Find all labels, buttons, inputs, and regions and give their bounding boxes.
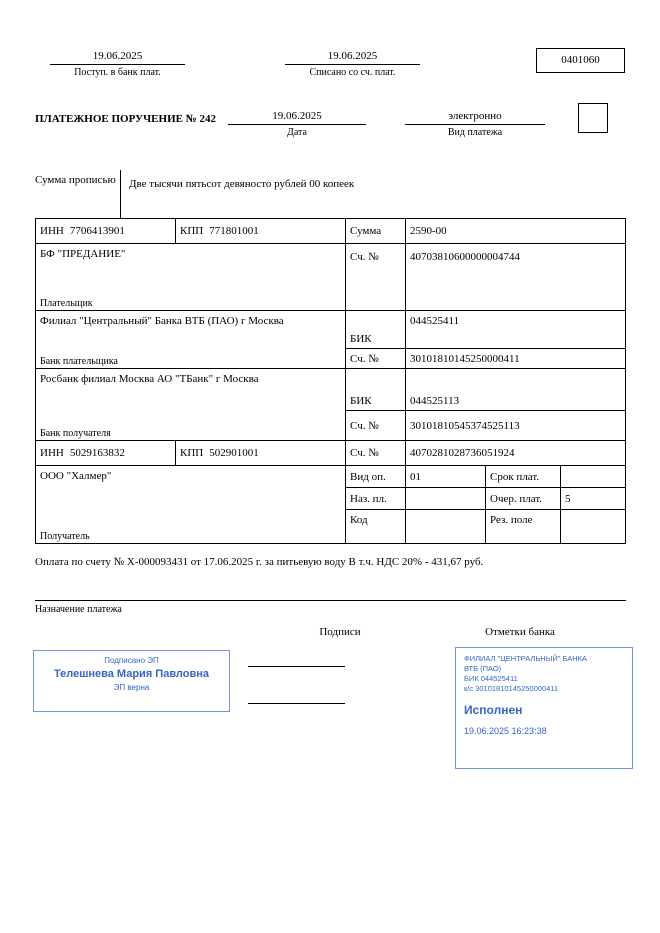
payer-account-value: 40703810600000004744 [406, 244, 626, 311]
payer-kpp-value: 771801001 [209, 225, 259, 237]
payer-bank-name: Филиал "Центральный" Банка ВТБ (ПАО) г Москва [40, 315, 284, 327]
payment-purpose-caption: Назначение платежа [35, 604, 122, 615]
payer-name: БФ "ПРЕДАНИЕ" [40, 248, 126, 260]
naz-pl-value [406, 488, 486, 510]
bank-stamp-line1: ФИЛИАЛ "ЦЕНТРАЛЬНЫЙ" БАНКА [464, 654, 588, 663]
received-label: Поступ. в банк плат. [74, 67, 161, 78]
received-date: 19.06.2025 [50, 50, 185, 65]
purpose-underline [35, 600, 626, 601]
payee-kpp-cell [176, 441, 346, 466]
payee-caption: Получатель [40, 531, 90, 542]
vid-op-label: Вид оп. [346, 466, 406, 488]
payer-inn-value: 7706413901 [69, 225, 125, 237]
payee-kpp-label: КПП [180, 447, 204, 459]
payer-inn-cell [36, 219, 176, 244]
debited-field [285, 50, 420, 78]
debited-date: 19.06.2025 [285, 50, 420, 65]
rez-pole-value [561, 510, 626, 544]
bank-stamp-line2: ВТБ (ПАО) [464, 664, 502, 673]
doc-date-value: 19.06.2025 [228, 110, 366, 125]
payer-kpp-cell [176, 219, 346, 244]
payee-cell [36, 466, 346, 544]
payee-inn-label: ИНН [40, 447, 64, 459]
payee-bank-name: Росбанк филиал Москва АО "ТБанк" г Москва [40, 373, 259, 385]
payment-kind-label: Вид платежа [447, 127, 503, 138]
payer-bank-bik-value: 044525411 [406, 311, 626, 349]
form-code-box: 0401060 [536, 48, 625, 73]
signature-line-2 [248, 703, 345, 704]
received-in-bank-field [50, 50, 185, 78]
amount-in-words-label: Сумма прописью [35, 170, 121, 218]
eds-stamp [33, 650, 230, 712]
payee-bank-bik-value: 044525113 [406, 369, 626, 411]
sum-value-cell: 2590-00 [406, 219, 626, 244]
bank-stamp-line4: к/с 30101810145250000411 [464, 684, 559, 693]
payer-bank-account-label: Сч. № [346, 349, 406, 369]
debited-label: Списано со сч. плат. [309, 67, 396, 78]
bank-stamp-datetime: 19.06.2025 16:23:38 [464, 726, 547, 736]
payer-bank-bik-label: БИК [346, 311, 406, 349]
doc-date-label: Дата [287, 127, 307, 138]
vid-op-value: 01 [406, 466, 486, 488]
sum-label-cell: Сумма [346, 219, 406, 244]
payee-bank-cell [36, 369, 346, 441]
amount-in-words-block [35, 170, 626, 218]
eds-stamp-bottom: ЭП верна [113, 683, 150, 692]
payer-bank-caption: Банк плательщика [40, 356, 118, 367]
payment-purpose-text: Оплата по счету № Х-000093431 от 17.06.2025 г. за питьевую воду В т.ч. НДС 20% - 431,67 руб. [35, 556, 484, 568]
payee-kpp-value: 502901001 [209, 447, 259, 459]
payer-cell [36, 244, 346, 311]
payer-caption: Плательщик [40, 298, 93, 309]
payment-requisites-table [35, 218, 626, 544]
payer-bank-account-value: 30101810145250000411 [406, 349, 626, 369]
payee-account-label: Сч. № [346, 441, 406, 466]
payee-inn-cell [36, 441, 176, 466]
payee-account-value: 4070281028736051924 [406, 441, 626, 466]
payee-bank-account-label: Сч. № [346, 411, 406, 441]
payer-kpp-label: КПП [180, 225, 204, 237]
srok-plat-value [561, 466, 626, 488]
kod-label: Код [346, 510, 406, 544]
srok-plat-label: Срок плат. [486, 466, 561, 488]
payee-bank-caption: Банк получателя [40, 428, 111, 439]
ocher-plat-value: 5 [561, 488, 626, 510]
eds-stamp-top: Подписано ЭП [104, 656, 159, 665]
payment-kind-value: электронно [405, 110, 545, 125]
payer-bank-cell [36, 311, 346, 369]
bank-stamp-line3: БИК 044525411 [464, 674, 518, 683]
bank-stamp [455, 647, 633, 769]
bank-stamp-status: Исполнен [464, 703, 523, 717]
eds-stamp-name: Телешнева Мария Павловна [53, 668, 210, 680]
payee-inn-value: 5029163832 [69, 447, 125, 459]
amount-in-words-text: Две тысячи пятьсот девяносто рублей 00 копеек [129, 178, 355, 190]
payment-kind-field [405, 110, 545, 138]
payee-bank-bik-label: БИК [346, 369, 406, 411]
payee-bank-account-value: 30101810545374525113 [406, 411, 626, 441]
payer-account-label: Сч. № [346, 244, 406, 311]
document-title: ПЛАТЕЖНОЕ ПОРУЧЕНИЕ № 242 [35, 113, 217, 125]
ocher-plat-label: Очер. плат. [486, 488, 561, 510]
signatures-header: Подписи [319, 626, 361, 638]
payee-name: ООО "Халмер" [40, 470, 112, 482]
bank-marks-header: Отметки банка [485, 626, 555, 638]
signature-line-1 [248, 666, 345, 667]
naz-pl-label: Наз. пл. [346, 488, 406, 510]
rez-pole-label: Рез. поле [486, 510, 561, 544]
status-field-box [578, 103, 608, 133]
doc-date-field [228, 110, 366, 138]
payer-inn-label: ИНН [40, 225, 64, 237]
kod-value [406, 510, 486, 544]
